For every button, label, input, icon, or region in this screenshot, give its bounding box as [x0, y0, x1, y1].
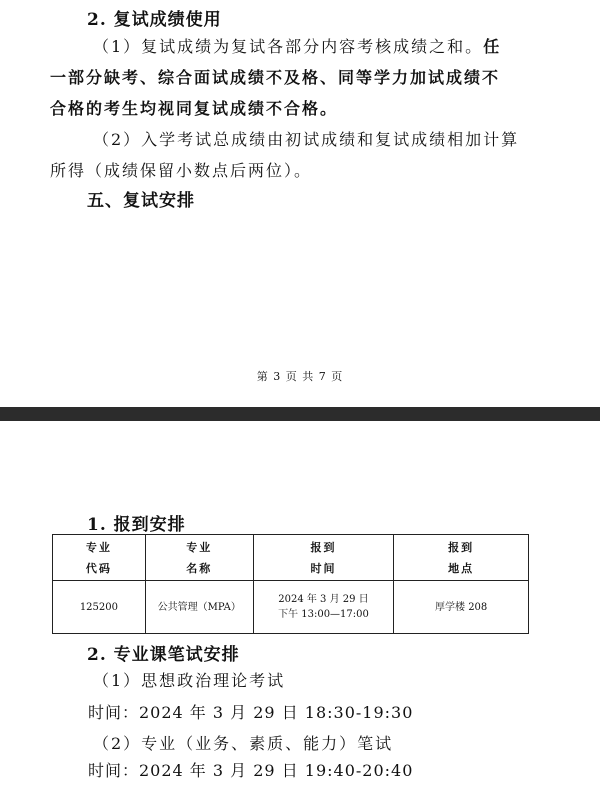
cell-place: 厚学楼 208 — [394, 581, 529, 634]
header-line: 专业 — [186, 540, 213, 554]
table-row — [53, 581, 529, 634]
header-major-name — [145, 535, 253, 581]
page-footer: 第 3 页 共 7 页 — [256, 370, 344, 383]
header-line: 报到 — [310, 540, 337, 554]
header-line: 代码 — [85, 561, 112, 575]
header-line: 报到 — [448, 540, 475, 554]
paragraph-2-line-1: （2）入学考试总成绩由初试成绩和复试成绩相加计算 — [93, 130, 520, 149]
paragraph-2-line-2: 所得（成绩保留小数点后两位）。 — [50, 161, 313, 180]
paragraph-1-line-1 — [93, 31, 501, 62]
cell-time-hours: 下午 13:00—17:00 — [278, 609, 369, 620]
paragraph-1-line-2: 一部分缺考、综合面试成绩不及格、同等学力加试成绩不 — [50, 68, 501, 87]
header-report-time — [253, 535, 394, 581]
cell-code: 125200 — [53, 581, 146, 634]
header-major-code — [53, 535, 146, 581]
exam-item-2-time: 时间：2024 年 3 月 29 日 19:40-20:40 — [88, 761, 414, 780]
section-heading-written-exam: 2. 专业课笔试安排 — [87, 645, 240, 665]
header-line: 名称 — [186, 561, 213, 575]
header-line: 地点 — [448, 561, 475, 575]
exam-item-1: （1）思想政治理论考试 — [93, 671, 286, 690]
exam-item-2: （2）专业（业务、素质、能力）笔试 — [93, 734, 394, 753]
paragraph-1-line-3: 合格的考生均视同复试成绩不合格。 — [50, 99, 339, 118]
page-separator — [0, 407, 600, 421]
header-report-place — [394, 535, 529, 581]
cell-time-date: 2024 年 3 月 29 日 — [278, 594, 369, 605]
section-heading-arrangement: 五、复试安排 — [87, 191, 195, 211]
paragraph-1-text: （1）复试成绩为复试各部分内容考核成绩之和。 — [93, 37, 484, 56]
header-line: 时间 — [310, 561, 337, 575]
exam-item-1-time: 时间：2024 年 3 月 29 日 18:30-19:30 — [88, 703, 414, 722]
section-heading-score-use: 2. 复试成绩使用 — [87, 10, 222, 30]
cell-name: 公共管理（MPA） — [145, 581, 253, 634]
registration-table — [52, 534, 529, 634]
cell-time — [253, 581, 394, 634]
paragraph-1-bold-start: 任 — [483, 37, 502, 56]
header-line: 专业 — [85, 540, 112, 554]
section-heading-registration: 1. 报到安排 — [87, 515, 186, 535]
table-header-row — [53, 535, 529, 581]
